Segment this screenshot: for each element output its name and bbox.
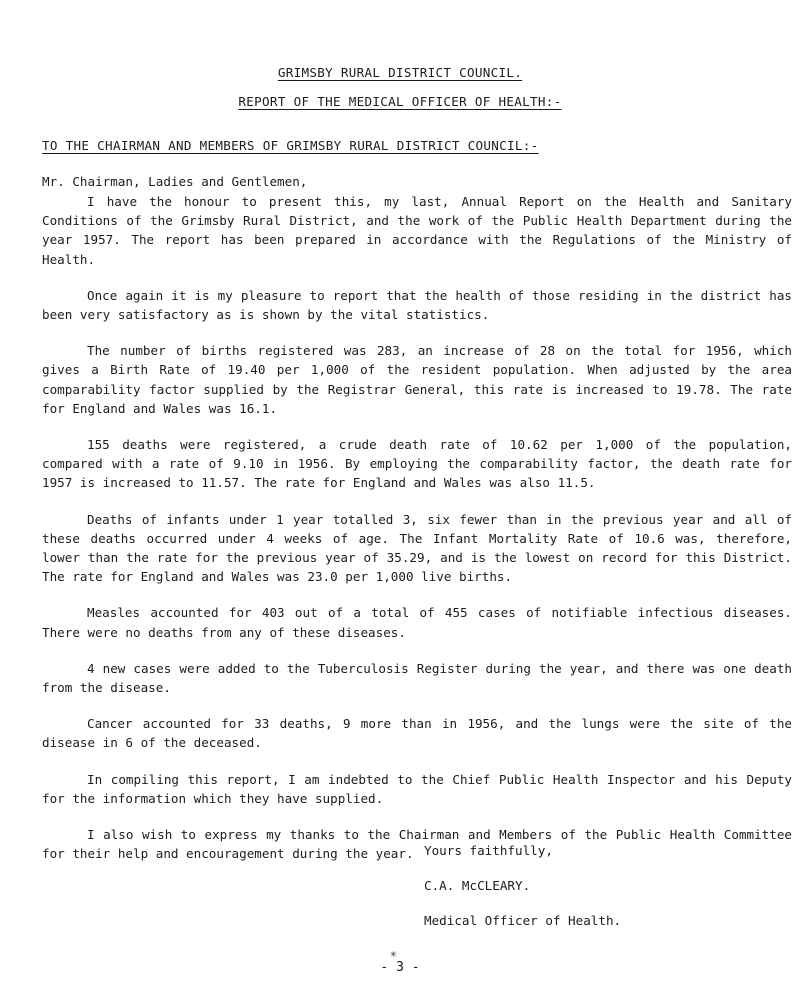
report-body: [42, 192, 792, 880]
addressee-line: TO THE CHAIRMAN AND MEMBERS OF GRIMSBY RURAL DISTRICT COUNCIL:-: [42, 138, 539, 153]
signature-block: [424, 841, 621, 947]
paragraph-infectious-diseases: Measles accounted for 403 out of a total of 455 cases of notifiable infectious diseases. There were no deaths from any of these diseases.: [42, 605, 792, 640]
paragraph-births: The number of births registered was 283, an increase of 28 on the total for 1956, which gives a Birth Rate of 19.40 per 1,000 of the resident population. When adjusted by the area comparability factor supplied by the Registrar General, this rate is increased to 19.78. The rate for England and Wales was 16.1.: [42, 343, 792, 416]
paragraph-acknowledgement-committee: I also wish to express my thanks to the Chairman and Members of the Public Health Committee for their help and encouragement during the year.: [42, 827, 792, 862]
paragraph-health: Once again it is my pleasure to report that the health of those residing in the district has been very satisfactory as is shown by the vital statistics.: [42, 287, 792, 323]
council-title: GRIMSBY RURAL DISTRICT COUNCIL.: [277, 65, 523, 80]
signatory-name: C.A. McCLEARY.: [424, 878, 531, 894]
valediction: Yours faithfully,: [424, 843, 553, 858]
page-number: - 3 -: [380, 960, 420, 975]
salutation: Mr. Chairman, Ladies and Gentlemen,: [42, 174, 308, 189]
paragraph-cancer: Cancer accounted for 33 deaths, 9 more than in 1956, and the lungs were the site of the disease in 6 of the deceased.: [42, 716, 792, 751]
report-title: REPORT OF THE MEDICAL OFFICER OF HEALTH:-: [238, 94, 562, 109]
signatory-position: Medical Officer of Health.: [424, 913, 622, 929]
paragraph-introduction: I have the honour to present this, my last, Annual Report on the Health and Sanitary Conditions of the Grimsby Rural District, and the work of the Public Health Department during the year 1957. The report has been prepared in accordance with the Regulations of the Ministry of Health.: [42, 194, 792, 267]
paragraph-deaths: 155 deaths were registered, a crude death rate of 10.62 per 1,000 of the population, compared with a rate of 9.10 in 1956. By employing the comparability factor, the death rate for 1957 is increased to 11.57. The rate for England and Wales was also 11.5.: [42, 437, 792, 491]
ink-mark-icon: ✳: [390, 947, 397, 960]
paragraph-infant-mortality: Deaths of infants under 1 year totalled 3, six fewer than in the previous year and all of these deaths occurred under 4 weeks of age. The Infant Mortality Rate of 10.6 was, therefore, lower than the rate for the previous year of 35.29, and is the lowest on record for this District. The rate for England and Wales was 23.0 per 1,000 live births.: [42, 511, 792, 585]
paragraph-tuberculosis: 4 new cases were added to the Tuberculosis Register during the year, and there was one death from the disease.: [42, 660, 792, 696]
paragraph-acknowledgement-staff: In compiling this report, I am indebted to the Chief Public Health Inspector and his Deputy for the information which they have supplied.: [42, 771, 792, 806]
